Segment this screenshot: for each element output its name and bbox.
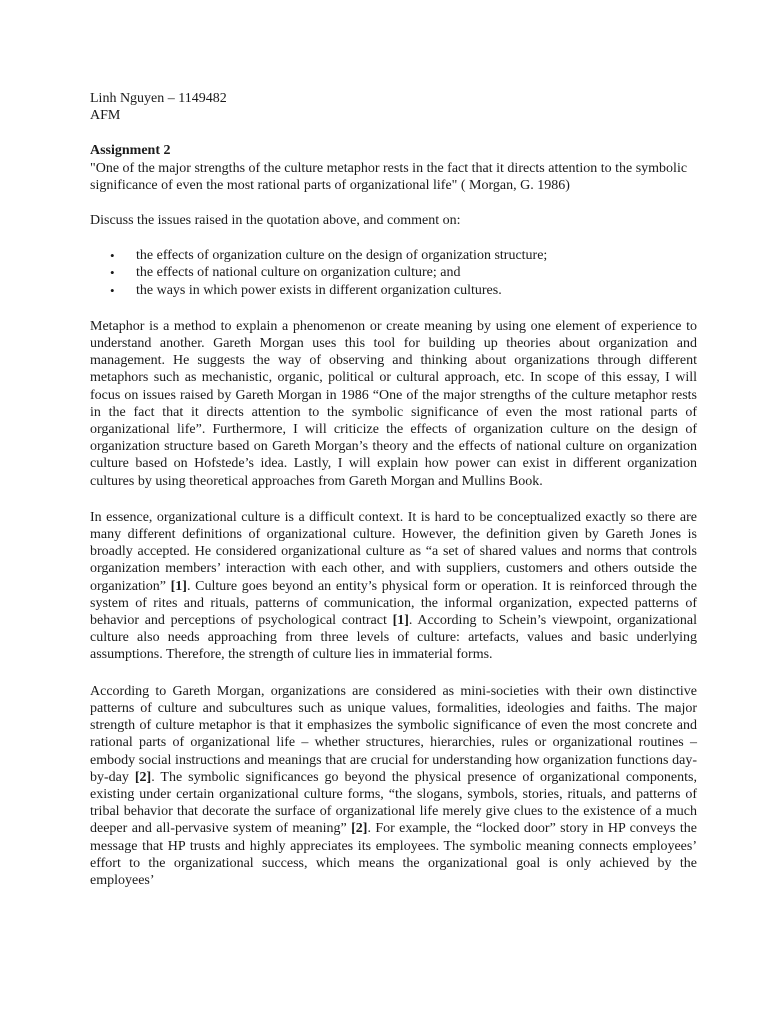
discussion-prompt: Discuss the issues raised in the quotation above, and comment on: <box>90 213 461 229</box>
citation-ref: [1] <box>170 578 187 594</box>
paragraph-text: According to Gareth Morgan, organizations are considered as mini-societies with their own distinctive patterns of culture and subcultures such as unique values, formalities, ideologies and faiths. The major strength of culture metaphor is that it emphasizes the symbolic significance of even the most concrete and rational parts of organizational life – whether structures, hierarchies, rules or organizational routines – embody social instructions and meanings that are crucial for understanding how organization functions day-by-day <box>90 683 697 785</box>
citation-ref: [2] <box>134 769 152 785</box>
assignment-quote: "One of the major strengths of the culture metaphor rests in the fact that it directs attention to the symbolic significance of even the most rational parts of organizational life" ( Morgan, G. 1986) <box>90 160 688 193</box>
citation-ref: [2] <box>351 821 368 837</box>
paragraph-introduction: Metaphor is a method to explain a phenomenon or create meaning by using one element of experience to understand another. Gareth Morgan uses this tool for building up theories about organization and management. He suggests the way of observing and thinking about organizations through different metaphors such as mechanistic, organic, political or cultural approach, etc. In scope of this essay, I will focus on issues raised by Gareth Morgan in 1986 “One of the major strengths of the culture metaphor rests in the fact that it directs attention to the symbolic significance of even the most rational parts of organizational life”. Furthermore, I will criticize the effects of organization culture on the design of organization structure based on Gareth Morgan’s theory and the effects of national culture on organization culture based on Hofstede’s idea. Lastly, I will explain how power can exist in different organization cultures by using theoretical approaches from Gareth Morgan and Mullins Book. <box>90 318 697 489</box>
list-item: • the effects of organization culture on the design of organization structure; <box>136 247 697 264</box>
paragraph-morgan <box>90 683 697 889</box>
paragraph-text: . According to Schein’s viewpoint, organizational culture also needs approaching from three levels of culture: artefacts, values and basic underlying assumptions. Therefore, the strength of culture lies in immaterial forms. <box>90 613 697 663</box>
course-label: AFM <box>90 108 121 124</box>
list-item: • the ways in which power exists in different organization cultures. <box>136 282 697 299</box>
document-body <box>90 90 697 889</box>
paragraph-definition <box>90 509 697 664</box>
paragraph-text: . Culture goes beyond an entity’s physical form or operation. It is reinforced through the system of rites and rituals, patterns of communication, the informal organization, expected patterns of behavior and perceptions of psychological contract <box>90 578 697 629</box>
author-line: Linh Nguyen – 1149482 <box>90 91 227 106</box>
paragraph-text: . The symbolic significances go beyond the physical presence of organizational components, existing under certain organizational culture forms, “the slogans, symbols, stories, rituals, and patterns of tribal behavior that decorate the surface of organizational life merely give clues to the existence of a much deeper and all-pervasive system of meaning” <box>90 769 697 837</box>
paragraph-text: In essence, organizational culture is a difficult context. It is hard to be conceptualized exactly so there are many different definitions of organizational culture. However, the definition given by Gareth Jones is broadly accepted. He considered organizational culture as “a set of shared values and norms that controls organization members’ interaction with each other, and with suppliers, customers and others outside the organization” <box>90 509 697 594</box>
citation-ref: [1] <box>392 613 409 629</box>
assignment-title: Assignment 2 <box>90 143 171 159</box>
list-item: • the effects of national culture on organization culture; and <box>136 264 697 281</box>
topic-list <box>90 247 697 299</box>
paragraph-text: . For example, the “locked door” story in HP conveys the message that HP trusts and highly appreciates its employees. The symbolic meaning connects employees’ effort to the organizational success, which means the organizational goal is only achieved by the employees’ <box>90 821 697 888</box>
